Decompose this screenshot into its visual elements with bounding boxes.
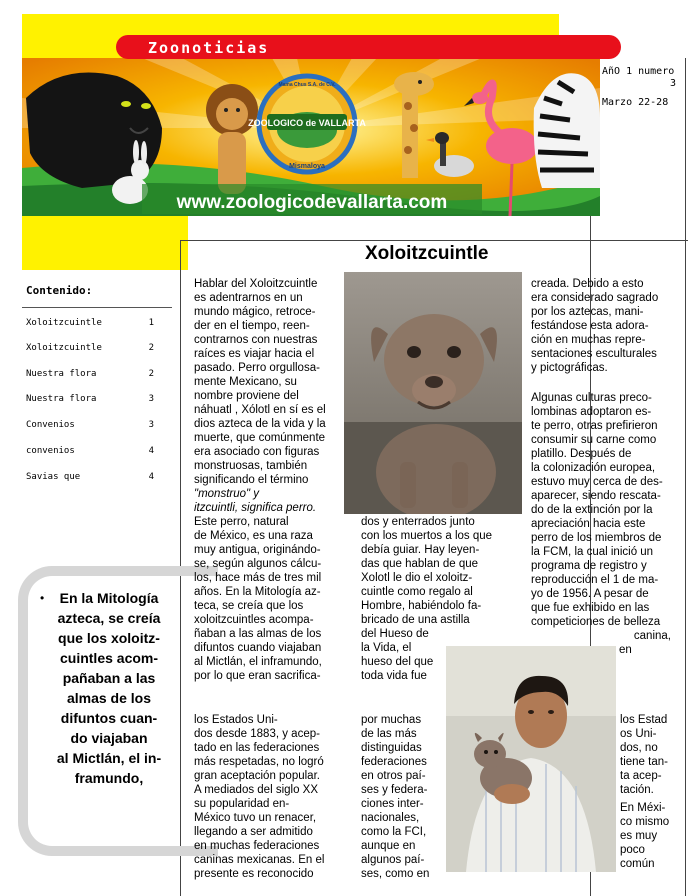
text-line: tiene tan- [620, 756, 668, 768]
quote-line: difuntos cuan- [60, 710, 158, 726]
text-line: años. En la Mitología az- [194, 586, 321, 598]
toc-item [26, 394, 154, 406]
toc-item-label: Nuestra flora [26, 394, 97, 404]
man-holding-xolo-photo [446, 646, 616, 872]
toc-item [26, 420, 154, 432]
text-line: yo de 1956. A pesar de [531, 588, 649, 600]
text-line: presente es reconocido [194, 868, 314, 880]
text-line: aparecer, siendo rescata- [531, 490, 661, 502]
text-line: mundo mágico, retroce- [194, 306, 316, 318]
text-line: lombinas adoptaron es- [531, 406, 652, 418]
text-line: bricado de una astilla [361, 614, 470, 626]
article-column-3-top [531, 277, 681, 375]
text-line: náhuatl , Xólotl en sí es el [194, 404, 326, 416]
text-line: pasado. Perro orgullosa- [194, 362, 320, 374]
text-line: aunque en [361, 840, 416, 852]
text-line: los Estados Uni- [194, 714, 278, 726]
text-line: que fue exhibido en las [531, 602, 650, 614]
article-column-2-bottom [361, 713, 445, 881]
text-line: sentaciones esculturales [531, 348, 657, 360]
logo-top-text: Mama Chus S.A. de C.V. [278, 82, 336, 88]
text-line: por lo que eran sacrifica- [194, 670, 321, 682]
quote-line: al Mictlán, el in- [56, 750, 162, 766]
toc-item [26, 318, 154, 330]
issue-line-1: AñO 1 numero [602, 66, 675, 77]
xolo-puppy-photo [344, 272, 522, 514]
text-line: ses y federa- [361, 784, 428, 796]
text-line: muerte, que comúnmente [194, 432, 326, 444]
text-line: es muy [620, 830, 658, 842]
text-line: estuvo muy cerca de des- [531, 476, 663, 488]
toc-item-label: Convenios [26, 420, 75, 430]
text-line: ta acep- [620, 770, 662, 782]
issue-line-2: 3 [669, 78, 676, 89]
issue-date: Marzo 22-28 [602, 97, 669, 108]
toc-item-page: 4 [148, 472, 154, 482]
text-line: su popularidad en- [194, 798, 290, 810]
text-line: Hablar del Xoloitzcuintle [194, 278, 318, 290]
text-line: Hombre, habiéndolo fa- [361, 600, 482, 612]
text-line: monstruosas, también [194, 460, 308, 472]
toc-item-page: 4 [148, 446, 154, 456]
text-line: y pictográficas. [531, 362, 608, 374]
text-line: tación. [620, 784, 654, 796]
text-line: era asociado con figuras [194, 446, 320, 458]
text-line: se, según algunos cálcu- [194, 558, 322, 570]
article-column-3-middle [531, 391, 681, 657]
text-line: de las más [361, 728, 417, 740]
text-line: der en el tiempo, reen- [194, 320, 310, 332]
text-line: competiciones de belleza [531, 616, 661, 628]
text-line: itzcuintli, significa perro. [194, 502, 317, 514]
text-line: los, hace más de tres mil [194, 572, 322, 584]
text-line: la colonización europea, [531, 462, 656, 474]
text-line: significando el término [194, 474, 309, 486]
text-line: México tuvo un renacer, [194, 812, 317, 824]
text-line: de México, es una raza [194, 530, 313, 542]
text-line: canina, [633, 630, 671, 642]
text-line: tado en las federaciones [194, 742, 320, 754]
text-line: xoloitzcuintles acompa- [194, 614, 314, 626]
toc-divider [22, 307, 172, 308]
toc-item-page: 2 [148, 369, 154, 379]
toc-item-label: Savias que [26, 472, 81, 482]
text-line: la FCM, la cual inició un [531, 546, 654, 558]
text-line: do de la extinción por la [531, 504, 653, 516]
text-line: en otros paí- [361, 770, 426, 782]
newsletter-title: Zoonoticias [148, 39, 270, 57]
text-line: Algunas culturas preco- [531, 392, 652, 404]
toc-item [26, 369, 154, 381]
text-line: como la FCI, [361, 826, 427, 838]
toc-item [26, 472, 154, 484]
quote-line: almas de los [66, 690, 152, 706]
text-line: co mismo [620, 816, 670, 828]
text-line: algunos paí- [361, 854, 425, 866]
text-line: dios azteca de la vida y la [194, 418, 326, 430]
text-line: más respetadas, no logró [194, 756, 324, 768]
quote-line: pañaban a las [62, 670, 156, 686]
text-line: los Estad [620, 714, 668, 726]
text-line: toda vida fue [361, 670, 427, 682]
text-line: "monstruo" y [194, 488, 260, 500]
text-line: debía guiar. Hay leyen- [361, 544, 480, 556]
text-line: dos y enterrados junto [361, 516, 475, 528]
text-line: nacionales, [361, 812, 420, 824]
text-line: muy antigua, originándo- [194, 544, 321, 556]
text-line: en [619, 644, 632, 656]
issue-number [602, 66, 686, 90]
zoo-website: www.zoologicodevallarta.com [176, 192, 448, 213]
text-line: es adentrarnos en un [194, 292, 303, 304]
text-line: común [620, 858, 655, 870]
text-line: Xolotl le dio el xoloitz- [361, 572, 473, 584]
text-line: perro de los miembros de [531, 532, 662, 544]
article-column-1-bottom [194, 713, 344, 881]
quote-line: cuintles acom- [59, 650, 159, 666]
toc-item-label: Xoloitzcuintle [26, 343, 102, 353]
text-line: reproducción el 1 de ma- [531, 574, 659, 586]
text-line: llegando a ser admitido [194, 826, 313, 838]
text-line: federaciones [361, 756, 427, 768]
text-line: al Mictlán, el inframundo, [194, 656, 322, 668]
article-column-4-bottom [620, 713, 684, 871]
text-line: nombre proviene del [194, 390, 299, 402]
text-line: os Uni- [620, 728, 657, 740]
toc-item-label: convenios [26, 446, 75, 456]
toc-heading: Contenido: [26, 284, 93, 297]
text-line: cuintle como regalo al [361, 586, 473, 598]
toc-item-label: Nuestra flora [26, 369, 97, 379]
text-line: teca, se creía que los [194, 600, 304, 612]
text-line: ses, como en [361, 868, 430, 880]
text-line: mente Mexicano, su [194, 376, 297, 388]
toc-item-page: 3 [148, 420, 154, 430]
text-line: creada. Debido a esto [531, 278, 644, 290]
article-column-1 [194, 277, 344, 683]
text-line: la Vida, el [361, 642, 412, 654]
text-line: te perro, otras prefirieron [531, 420, 658, 432]
text-line: apreciación hacia este [531, 518, 646, 530]
sidebar-quote [38, 588, 180, 788]
text-line: por muchas [361, 714, 422, 726]
text-line: con los muertos a los que [361, 530, 493, 542]
text-line: era considerado sagrado [531, 292, 659, 304]
quote-line: que los xoloitz- [58, 630, 160, 646]
text-line: hueso del que [361, 656, 434, 668]
toc-item-label: Xoloitzcuintle [26, 318, 102, 328]
text-line: dos, no [620, 742, 658, 754]
text-line: platillo. Después de [531, 448, 632, 460]
text-line: ción en muchas repre- [531, 334, 646, 346]
text-line: por los aztecas, mani- [531, 306, 644, 318]
article-title: Xoloitzcuintle [365, 243, 489, 264]
text-line: das que hablan de que [361, 558, 479, 570]
logo-bottom-text: Mismaloya [289, 163, 325, 170]
toc-item [26, 343, 154, 355]
text-line: Este perro, natural [194, 516, 289, 528]
zoo-banner [22, 58, 600, 216]
text-line: gran aceptación popular. [194, 770, 320, 782]
quote-line: framundo, [74, 770, 144, 786]
toc-item-page: 1 [148, 318, 154, 328]
text-line: A mediados del siglo XX [194, 784, 319, 796]
text-line: ñaban a las almas de los [194, 628, 322, 640]
text-line: en muchas federaciones [194, 840, 320, 852]
text-line: consumir su carne como [531, 434, 657, 446]
text-line: poco [620, 844, 645, 856]
quote-line: En la Mitología [59, 590, 159, 606]
text-line: del Hueso de [361, 628, 429, 640]
quote-line: do viajaban [70, 730, 148, 746]
text-line: En Méxi- [620, 802, 666, 814]
toc-item-page: 2 [148, 343, 154, 353]
text-line: caninas mexicanas. En el [194, 854, 325, 866]
logo-name: ZOOLOGICO de VALLARTA [248, 118, 366, 128]
text-line: distinguidas [361, 742, 422, 754]
text-line: ciones inter- [361, 798, 424, 810]
quote-line: azteca, se creía [57, 610, 161, 626]
text-line: difuntos cuando viajaban [194, 642, 322, 654]
text-line: dos desde 1883, y acep- [194, 728, 320, 740]
toc-item-page: 3 [148, 394, 154, 404]
bullet-icon: • [40, 591, 45, 605]
text-line: programa de registro y [531, 560, 647, 572]
text-line: festándose esta adora- [531, 320, 649, 332]
text-line: raíces es viajar hacia el [194, 348, 315, 360]
text-line: contrarnos con nuestras [194, 334, 318, 346]
toc-item [26, 446, 154, 458]
